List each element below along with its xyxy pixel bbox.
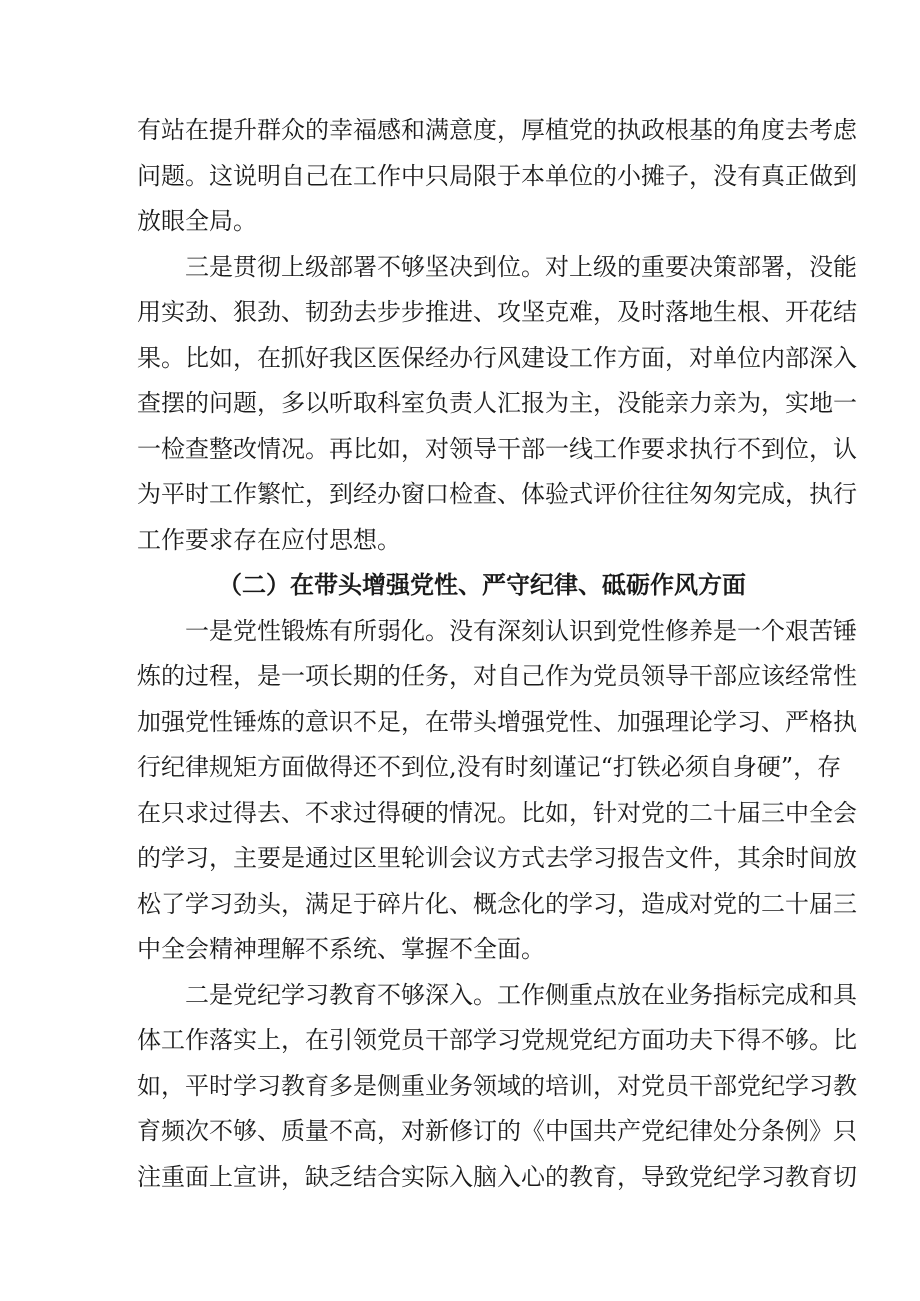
paragraph-line: 松了学习劲头，满足于碎片化、概念化的学习，造成对党的二十届三: [137, 890, 857, 918]
paragraph-line: 放眼全局。: [137, 207, 257, 235]
paragraph-line: 炼的过程，是一项长期的任务，对自己作为党员领导干部应该经常性: [137, 662, 857, 690]
paragraph-line: 果。比如，在抓好我区医保经办行风建设工作方面，对单位内部深入: [137, 344, 857, 372]
paragraph-line: 有站在提升群众的幸福感和满意度，厚植党的执政根基的角度去考虑: [137, 116, 857, 144]
paragraph-line: 中全会精神理解不系统、掌握不全面。: [137, 935, 545, 963]
paragraph-line: 用实劲、狠劲、韧劲去步步推进、攻坚克难，及时落地生根、开花结: [137, 298, 857, 326]
paragraph-line: 体工作落实上，在引领党员干部学习党规党纪方面功夫下得不够。比: [137, 1026, 857, 1054]
paragraph-line: 加强党性锤炼的意识不足，在带头增强党性、加强理论学习、严格执: [137, 708, 857, 736]
paragraph-line: 三是贯彻上级部署不够坚决到位。对上级的重要决策部署，没能: [185, 253, 857, 281]
paragraph-line: 如，平时学习教育多是侧重业务领域的培训，对党员干部党纪学习教: [137, 1072, 857, 1100]
section-heading: （二）在带头增强党性、严守纪律、砥砺作风方面: [218, 571, 746, 599]
paragraph-line: 育频次不够、质量不高，对新修订的《中国共产党纪律处分条例》只: [137, 1117, 857, 1145]
paragraph-line: 在只求过得去、不求过得硬的情况。比如，针对党的二十届三中全会: [137, 799, 857, 827]
paragraph-line: 查摆的问题，多以听取科室负责人汇报为主，没能亲力亲为，实地一: [137, 389, 857, 417]
paragraph-line: 一检查整改情况。再比如，对领导干部一线工作要求执行不到位，认: [137, 435, 857, 463]
paragraph-line: 工作要求存在应付思想。: [137, 526, 401, 554]
paragraph-line: 一是党性锻炼有所弱化。没有深刻认识到党性修养是一个艰苦锤: [185, 617, 857, 645]
paragraph-line: 问题。这说明自己在工作中只局限于本单位的小摊子，没有真正做到: [137, 162, 857, 190]
paragraph-line: 注重面上宣讲，缺乏结合实际入脑入心的教育，导致党纪学习教育切: [137, 1163, 857, 1191]
paragraph-line: 的学习，主要是通过区里轮训会议方式去学习报告文件，其余时间放: [137, 844, 857, 872]
paragraph-line: 为平时工作繁忙，到经办窗口检查、体验式评价往往匆匆完成，执行: [137, 480, 857, 508]
paragraph-line: 行纪律规矩方面做得还不到位,没有时刻谨记“打铁必须自身硬”，存: [137, 753, 842, 781]
paragraph-line: 二是党纪学习教育不够深入。工作侧重点放在业务指标完成和具: [185, 981, 857, 1009]
